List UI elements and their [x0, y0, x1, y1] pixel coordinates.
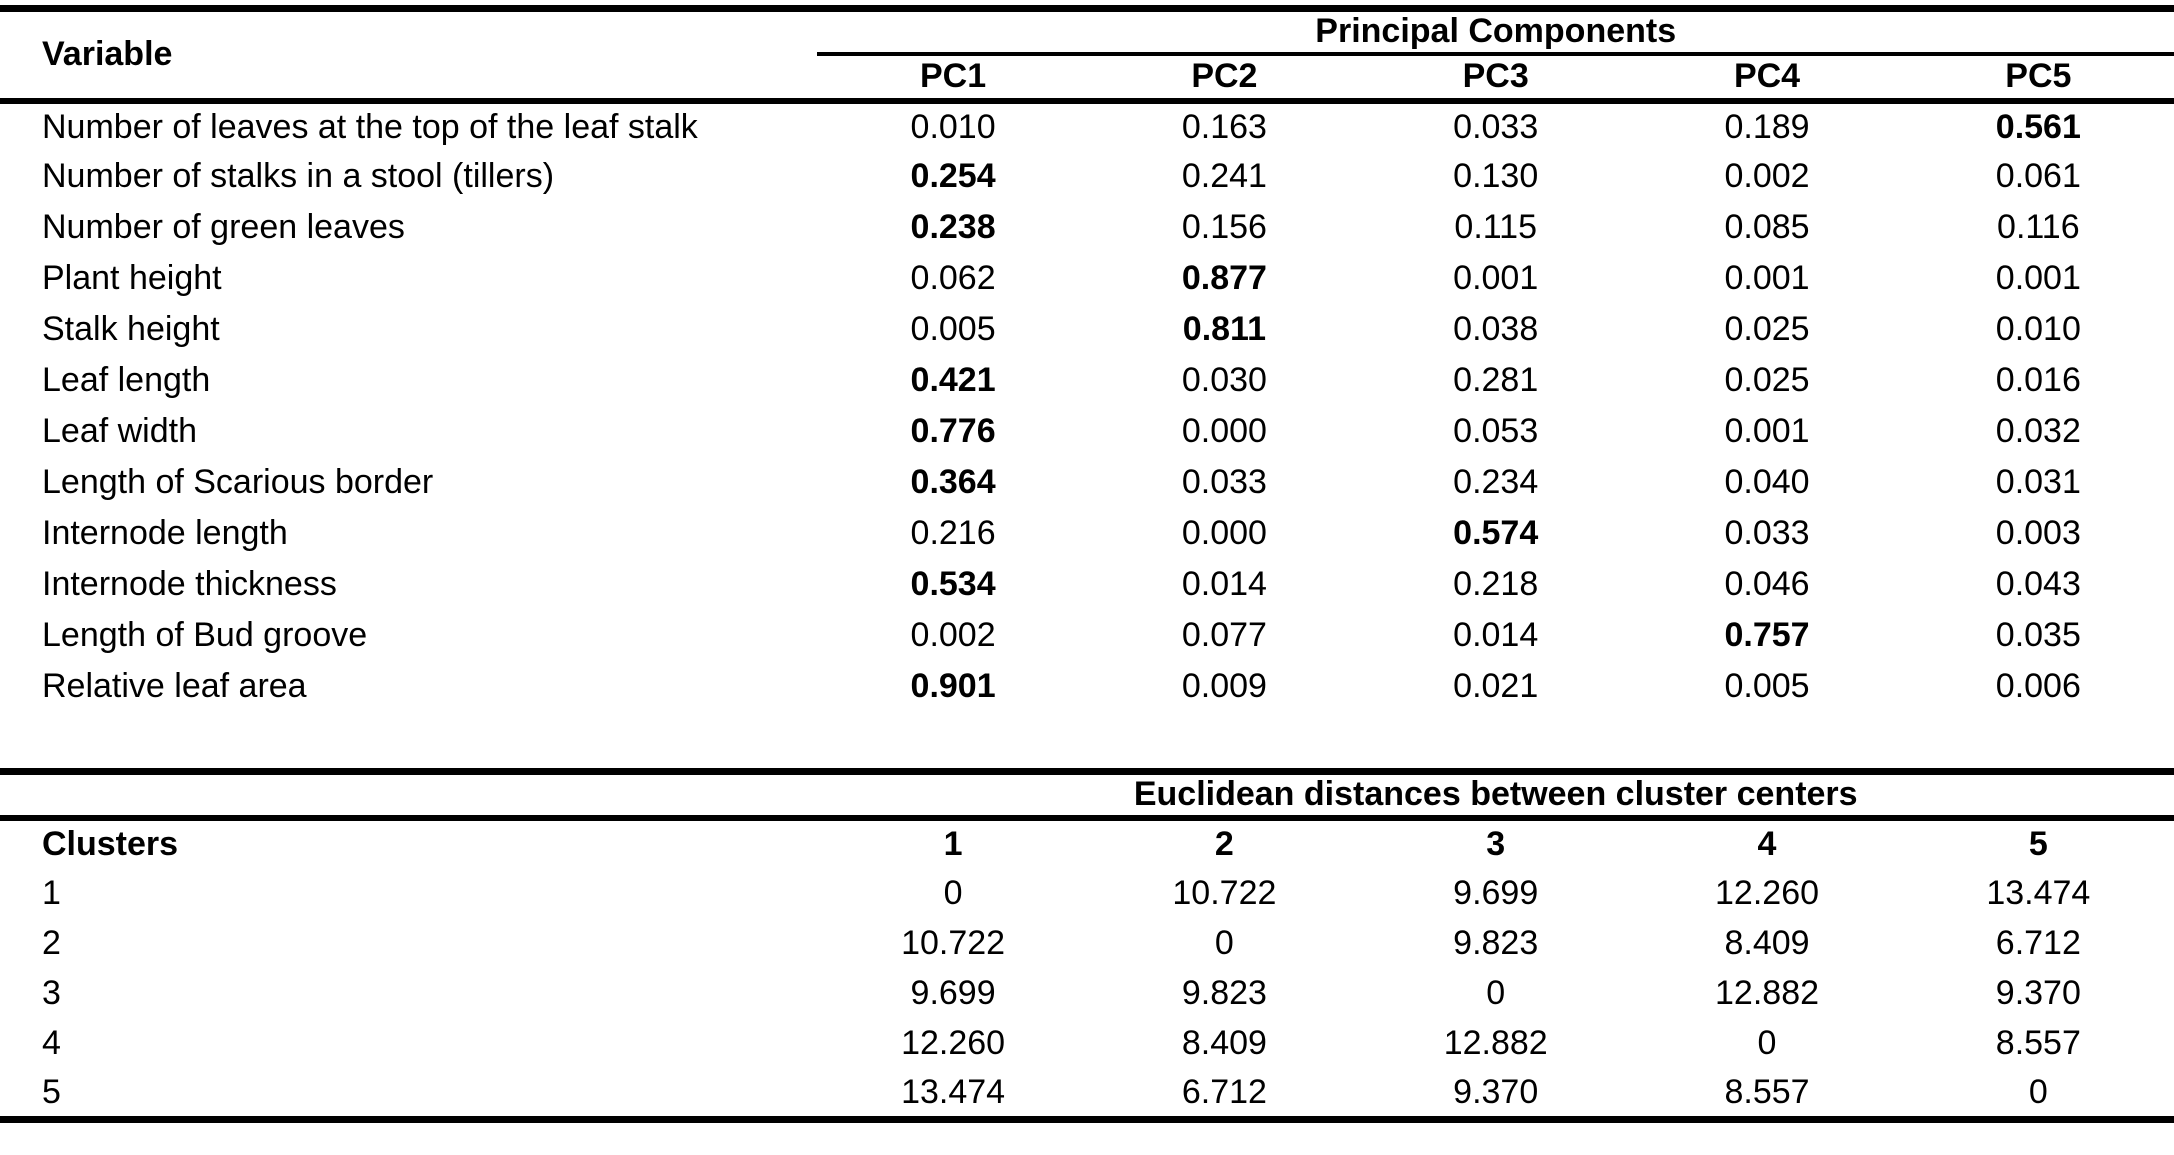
pc2-column-header: PC2: [1089, 54, 1360, 101]
value-cell: 9.823: [1181, 974, 1267, 1013]
value-cell: 0.574: [1453, 514, 1539, 553]
row-label: Number of leaves at the top of the leaf stalk: [42, 107, 698, 146]
value-cell: 0: [1214, 924, 1234, 963]
row-label: Plant height: [42, 259, 222, 298]
value-cell: 0.189: [1724, 107, 1810, 146]
table-row: [0, 101, 2174, 152]
value-cell: 0.001: [1453, 259, 1539, 298]
row-label: 3: [42, 974, 61, 1013]
value-cell: 0.421: [910, 361, 996, 400]
value-cell: 12.260: [901, 1024, 1006, 1063]
value-cell: 0.216: [910, 514, 996, 553]
table-row: [0, 611, 2174, 662]
value-cell: 0.234: [1453, 463, 1539, 502]
value-cell: 0.002: [1724, 157, 1810, 196]
value-cell: 6.712: [1995, 924, 2081, 963]
value-cell: 0.364: [910, 463, 996, 502]
value-cell: 0.877: [1181, 259, 1267, 298]
pc1-column-header: PC1: [817, 54, 1088, 101]
value-cell: 0.156: [1181, 208, 1267, 247]
value-cell: 12.882: [1715, 974, 1820, 1013]
value-cell: 0.776: [910, 412, 996, 451]
table-row: [0, 560, 2174, 611]
table-row: [0, 152, 2174, 203]
value-cell: 0.061: [1995, 157, 2081, 196]
table-row: [0, 407, 2174, 458]
cluster-3-column-header: 3: [1486, 825, 1506, 864]
value-cell: 8.409: [1724, 924, 1810, 963]
value-cell: 0.032: [1995, 412, 2081, 451]
value-cell: 0.005: [1724, 667, 1810, 706]
value-cell: 13.474: [817, 1069, 1088, 1119]
table-row: [0, 254, 2174, 305]
value-cell: 0: [1757, 1024, 1777, 1063]
value-cell: 0: [943, 874, 963, 913]
row-label: 1: [42, 874, 61, 913]
value-cell: 0.254: [910, 157, 996, 196]
value-cell: 0.238: [910, 208, 996, 247]
value-cell: 10.722: [901, 924, 1006, 963]
value-cell: 0.035: [1995, 616, 2081, 655]
value-cell: 0.163: [1181, 107, 1267, 146]
value-cell: 0.025: [1724, 310, 1810, 349]
value-cell: 0.534: [910, 565, 996, 604]
value-cell: 0.757: [1724, 616, 1810, 655]
value-cell: 0.010: [910, 107, 996, 146]
value-cell: 9.823: [1453, 924, 1539, 963]
value-cell: 0.040: [1724, 463, 1810, 502]
euclidean-distances-spanner-header: Euclidean distances between cluster centers: [817, 771, 2174, 818]
row-label: Length of Scarious border: [42, 463, 434, 502]
table-row: [0, 869, 2174, 919]
value-cell: 0.021: [1453, 667, 1539, 706]
value-cell: 0.033: [1181, 463, 1267, 502]
value-cell: 0.281: [1453, 361, 1539, 400]
table-row: [0, 305, 2174, 356]
value-cell: 0.006: [1995, 667, 2081, 706]
value-cell: 0.038: [1453, 310, 1539, 349]
cluster-1-column-header: 1: [943, 825, 963, 864]
row-label: Relative leaf area: [42, 667, 307, 706]
value-cell: 0: [1486, 974, 1506, 1013]
table-row: [0, 969, 2174, 1019]
value-cell: 0.561: [1995, 107, 2081, 146]
cluster-5-column-header: 5: [2028, 825, 2048, 864]
row-label: Number of green leaves: [42, 208, 405, 247]
table-row: [0, 356, 2174, 407]
value-cell: 9.699: [910, 974, 996, 1013]
value-cell: 0.014: [1181, 565, 1267, 604]
value-cell: 0.005: [910, 310, 996, 349]
table-row: [0, 1019, 2174, 1069]
spanner-row: [0, 9, 2174, 54]
table-row: [0, 662, 2174, 713]
value-cell: 13.474: [1986, 874, 2091, 913]
empty-corner-cell: [0, 771, 817, 818]
value-cell: 0.053: [1453, 412, 1539, 451]
value-cell: 9.699: [1453, 874, 1539, 913]
value-cell: 10.722: [1172, 874, 1277, 913]
value-cell: 0.003: [1995, 514, 2081, 553]
row-label: Internode length: [42, 514, 288, 553]
row-label: Stalk height: [42, 310, 220, 349]
cluster-columns-row: [0, 818, 2174, 869]
value-cell: 12.882: [1443, 1024, 1548, 1063]
value-cell: 0.046: [1724, 565, 1810, 604]
principal-components-table: [0, 5, 2174, 713]
value-cell: 8.557: [1631, 1069, 1902, 1119]
value-cell: 0.031: [1995, 463, 2081, 502]
value-cell: 0.062: [910, 259, 996, 298]
value-cell: 0.811: [1182, 310, 1266, 349]
row-label: Leaf width: [42, 412, 197, 451]
value-cell: 8.409: [1181, 1024, 1267, 1063]
pc3-column-header: PC3: [1360, 54, 1631, 101]
variable-column-header: Variable: [0, 9, 817, 101]
value-cell: 0.043: [1995, 565, 2081, 604]
cluster-4-column-header: 4: [1757, 825, 1777, 864]
value-cell: 0.033: [1453, 107, 1539, 146]
value-cell: 9.370: [1995, 974, 2081, 1013]
value-cell: 0.025: [1724, 361, 1810, 400]
cluster-2-column-header: 2: [1214, 825, 1234, 864]
value-cell: 0.016: [1995, 361, 2081, 400]
clusters-column-header: Clusters: [42, 825, 179, 864]
value-cell: 9.370: [1360, 1069, 1631, 1119]
value-cell: 0.116: [1997, 208, 2080, 247]
value-cell: 0.014: [1453, 616, 1539, 655]
value-cell: 0.009: [1181, 667, 1267, 706]
value-cell: 0.241: [1181, 157, 1267, 196]
value-cell: 0.085: [1724, 208, 1810, 247]
row-label: Leaf length: [42, 361, 211, 400]
cluster-distances-table: [0, 768, 2174, 1123]
table-row: [0, 509, 2174, 560]
value-cell: 0: [1903, 1069, 2174, 1119]
value-cell: 0.002: [910, 616, 996, 655]
value-cell: 0.001: [1724, 412, 1810, 451]
value-cell: 0.001: [1724, 259, 1810, 298]
row-label: Length of Bud groove: [42, 616, 368, 655]
value-cell: 0.901: [910, 667, 996, 706]
value-cell: 0.077: [1181, 616, 1267, 655]
row-label: Internode thickness: [42, 565, 337, 604]
value-cell: 0.000: [1181, 514, 1267, 553]
row-label: Number of stalks in a stool (tillers): [42, 157, 555, 196]
value-cell: 6.712: [1089, 1069, 1360, 1119]
value-cell: 12.260: [1715, 874, 1820, 913]
principal-components-spanner-header: Principal Components: [817, 9, 2174, 54]
value-cell: 0.001: [1995, 259, 2081, 298]
table-row: [0, 1069, 2174, 1119]
value-cell: 0.130: [1453, 157, 1539, 196]
value-cell: 0.033: [1724, 514, 1810, 553]
value-cell: 0.030: [1181, 361, 1267, 400]
table-row: [0, 919, 2174, 969]
value-cell: 0.218: [1453, 565, 1539, 604]
spanner-row: [0, 771, 2174, 818]
value-cell: 8.557: [1995, 1024, 2081, 1063]
row-label: 2: [42, 924, 61, 963]
table-row: [0, 203, 2174, 254]
table-row: [0, 458, 2174, 509]
row-label: 4: [42, 1024, 61, 1063]
value-cell: 0.115: [1454, 208, 1537, 247]
value-cell: 0.010: [1995, 310, 2081, 349]
value-cell: 0.000: [1181, 412, 1267, 451]
pc5-column-header: PC5: [1903, 54, 2174, 101]
pc4-column-header: PC4: [1631, 54, 1902, 101]
row-label: 5: [0, 1069, 817, 1119]
